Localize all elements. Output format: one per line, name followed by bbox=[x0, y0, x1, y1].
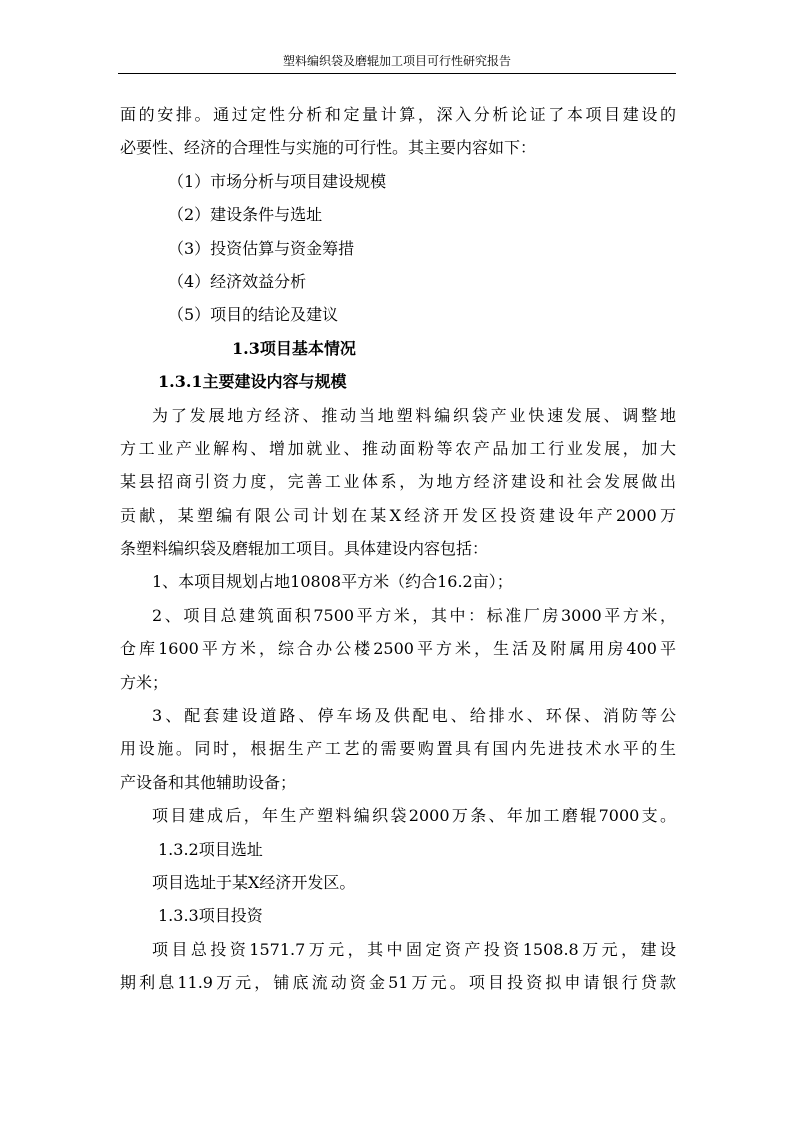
paragraph-line: 期利息11.9万元，铺底流动资金51万元。项目投资拟申请银行贷款 bbox=[120, 973, 676, 993]
paragraph-line: 方米； bbox=[120, 672, 169, 692]
paragraph-line: 面的安排。通过定性分析和定量计算，深入分析论证了本项目建设的 bbox=[120, 105, 676, 124]
paragraph-line: 条塑料编织袋及磨辊加工项目。具体建设内容包括： bbox=[120, 539, 489, 559]
header-divider bbox=[118, 73, 676, 74]
section-heading: 1.3项目基本情况 bbox=[232, 338, 356, 358]
list-item: （4）经济效益分析 bbox=[168, 271, 307, 291]
paragraph-line: 3、配套建设道路、停车场及供配电、给排水、环保、消防等公 bbox=[152, 706, 676, 726]
paragraph-line: 用设施。同时，根据生产工艺的需要购置具有国内先进技术水平的生 bbox=[120, 739, 676, 759]
subsection-heading: 1.3.2项目选址 bbox=[158, 839, 263, 859]
list-item: （2）建设条件与选址 bbox=[168, 205, 323, 225]
paragraph-line: 必要性、经济的合理性与实施的可行性。其主要内容如下： bbox=[120, 138, 537, 158]
list-item: （1）市场分析与项目建设规模 bbox=[168, 171, 387, 191]
subsection-heading: 1.3.1主要建设内容与规模 bbox=[158, 372, 347, 392]
paragraph-line: 项目总投资1571.7万元，其中固定资产投资1508.8万元，建设 bbox=[152, 939, 676, 959]
subsection-heading: 1.3.3项目投资 bbox=[158, 906, 263, 926]
list-item: 1、本项目规划占地10808平方米（约合16.2亩）； bbox=[152, 572, 513, 592]
paragraph-line: 项目选址于某X经济开发区。 bbox=[152, 872, 356, 892]
paragraph-line: 项目建成后，年生产塑料编织袋2000万条、年加工磨辊7000支。 bbox=[152, 806, 676, 826]
document-body bbox=[120, 98, 676, 1000]
paragraph-line: 方工业产业解构、增加就业、推动面粉等农产品加工行业发展，加大 bbox=[120, 438, 676, 458]
paragraph-line: 2、项目总建筑面积7500平方米，其中：标准厂房3000平方米， bbox=[152, 605, 676, 625]
paragraph-line: 为了发展地方经济、推动当地塑料编织袋产业快速发展、调整地 bbox=[152, 405, 676, 425]
list-item: （3）投资估算与资金筹措 bbox=[168, 238, 355, 258]
paragraph-line: 某县招商引资力度，完善工业体系，为地方经济建设和社会发展做出 bbox=[120, 472, 676, 492]
page-header: 塑料编织袋及磨辊加工项目可行性研究报告 bbox=[282, 54, 511, 68]
paragraph-line: 仓库1600平方米，综合办公楼2500平方米，生活及附属用房400平 bbox=[120, 639, 676, 659]
paragraph-line: 产设备和其他辅助设备； bbox=[120, 772, 297, 792]
paragraph-line: 贡献，某塑编有限公司计划在某X经济开发区投资建设年产2000万 bbox=[120, 505, 676, 525]
list-item: （5）项目的结论及建议 bbox=[168, 305, 339, 325]
